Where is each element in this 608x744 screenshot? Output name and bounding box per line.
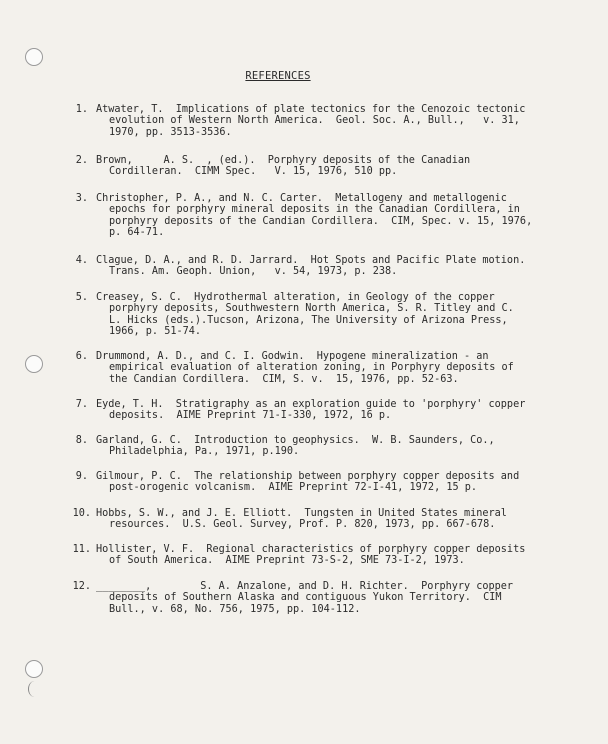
reference-text — [96, 508, 536, 531]
reference-text — [96, 435, 536, 458]
reference-line: Brown, A. S. , (ed.). Porphyry deposits of the Canadian — [96, 155, 471, 166]
reference-text — [96, 255, 536, 278]
reference-line: 1970, pp. 3513-3536. — [109, 126, 232, 138]
reference-line: L. Hicks (eds.).Tucson, Arizona, The University of Arizona Press, — [109, 314, 508, 326]
reference-line: the Candian Cordillera. CIM, S. v. 15, 1976, pp. 52-63. — [109, 373, 459, 385]
reference-line: resources. U.S. Geol. Survey, Prof. P. 820, 1973, pp. 667-678. — [109, 519, 496, 531]
reference-text — [96, 399, 536, 422]
reference-line: Eyde, T. H. Stratigraphy as an exploration guide to 'porphyry' copper — [96, 399, 526, 410]
reference-number: 2. — [75, 155, 88, 166]
reference-text — [96, 193, 536, 239]
reference-line: ________, S. A. Anzalone, and D. H. Richter. Porphyry copper — [96, 581, 514, 592]
reference-text — [96, 104, 536, 138]
punch-hole-middle — [25, 355, 43, 373]
reference-number: 8. — [75, 435, 88, 446]
reference-line: Trans. Am. Geoph. Union, v. 54, 1973, p. 238. — [109, 266, 398, 278]
reference-line: porphyry deposits, Southwestern North America, S. R. Titley and C. — [109, 303, 514, 315]
page-title: REFERENCES — [245, 70, 311, 82]
reference-number: 6. — [75, 351, 88, 362]
reference-line: Garland, G. C. Introduction to geophysics. W. B. Saunders, Co., — [96, 435, 495, 446]
reference-text — [96, 581, 536, 615]
reference-text — [96, 155, 536, 178]
reference-number: 3. — [75, 193, 88, 204]
reference-number: 4. — [75, 255, 88, 266]
reference-text — [96, 471, 536, 494]
reference-line: evolution of Western North America. Geol. Soc. A., Bull., v. 31, — [109, 115, 520, 127]
reference-line: of South America. AIME Preprint 73-S-2, SME 73-I-2, 1973. — [109, 555, 465, 567]
reference-line: deposits of Southern Alaska and contiguous Yukon Territory. CIM — [109, 592, 502, 604]
reference-line: post-orogenic volcanism. AIME Preprint 72-I-41, 1972, 15 p. — [109, 482, 478, 494]
reference-line: Atwater, T. Implications of plate tectonics for the Cenozoic tectonic — [96, 104, 526, 115]
reference-line: Clague, D. A., and R. D. Jarrard. Hot Spots and Pacific Plate motion. — [96, 255, 526, 266]
reference-line: Cordilleran. CIMM Spec. V. 15, 1976, 510 pp. — [109, 166, 398, 178]
reference-number: 7. — [75, 399, 88, 410]
reference-number: 12. — [72, 581, 91, 592]
reference-line: porphyry deposits of the Candian Cordillera. CIM, Spec. v. 15, 1976, — [109, 215, 533, 227]
reference-line: p. 64-71. — [109, 227, 165, 239]
reference-line: Philadelphia, Pa., 1971, p.190. — [109, 446, 300, 458]
reference-number: 10. — [72, 508, 91, 519]
reference-line: empirical evaluation of alteration zoning, in Porphyry deposits of — [109, 362, 514, 374]
reference-line: Bull., v. 68, No. 756, 1975, pp. 104-112. — [109, 603, 361, 615]
reference-number: 9. — [75, 471, 88, 482]
reference-line: Christopher, P. A., and N. C. Carter. Metallogeny and metallogenic — [96, 193, 507, 204]
punch-hole-top — [25, 48, 43, 66]
reference-text — [96, 292, 536, 338]
reference-line: Gilmour, P. C. The relationship between porphyry copper deposits and — [96, 471, 520, 482]
reference-line: Creasey, S. C. Hydrothermal alteration, in Geology of the copper — [96, 292, 495, 303]
reference-number: 11. — [72, 544, 91, 555]
reference-number: 5. — [75, 292, 88, 303]
page-curl-mark — [28, 681, 41, 697]
reference-line: Hollister, V. F. Regional characteristics of porphyry copper deposits — [96, 544, 526, 555]
reference-line: epochs for porphyry mineral deposits in the Canadian Cordillera, in — [109, 204, 520, 216]
punch-hole-bottom — [25, 660, 43, 678]
reference-number: 1. — [75, 104, 88, 115]
reference-text — [96, 544, 536, 567]
reference-line: 1966, p. 51-74. — [109, 326, 202, 338]
reference-text — [96, 351, 536, 385]
reference-line: Hobbs, S. W., and J. E. Elliott. Tungsten in United States mineral — [96, 508, 507, 519]
reference-line: Drummond, A. D., and C. I. Godwin. Hypogene mineralization - an — [96, 351, 489, 362]
reference-line: deposits. AIME Preprint 71-I-330, 1972, 16 p. — [109, 410, 392, 422]
